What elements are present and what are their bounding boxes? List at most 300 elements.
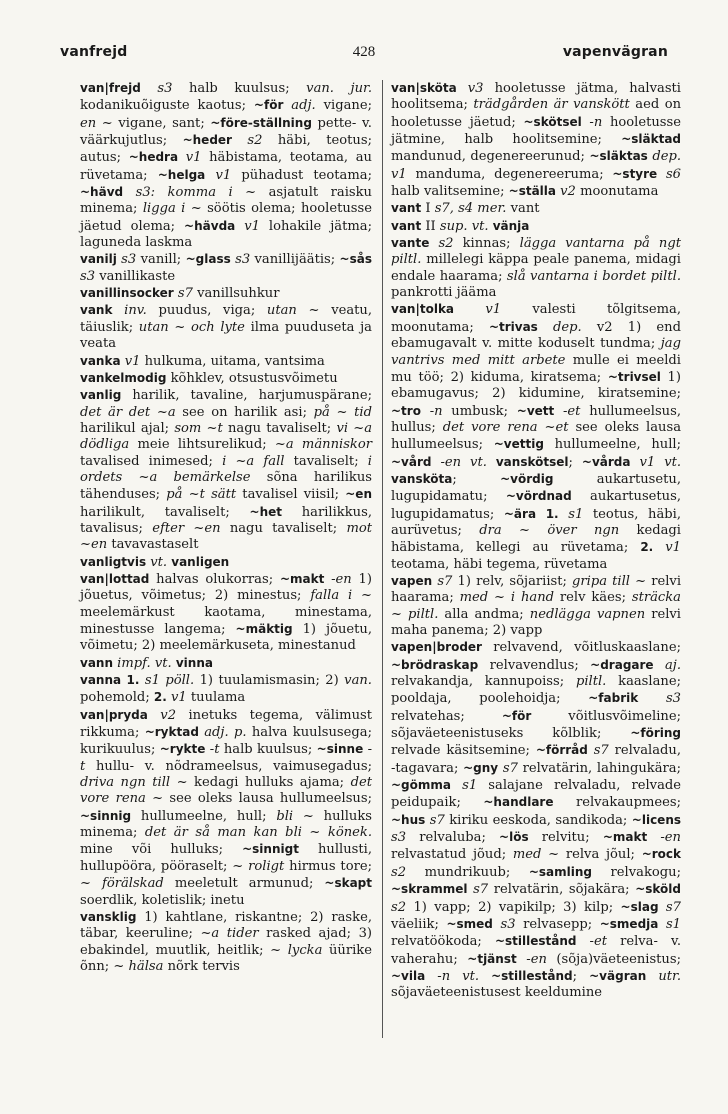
headword: ~hävda [184,218,236,233]
grammar-note: v2 [556,184,581,200]
definition-text: vanillijäätis; [254,252,340,268]
definition-text: relvakandja, kannupoiss; [391,674,576,690]
grammar-note: s1 [451,778,489,794]
headword: ~skapt [324,876,372,891]
grammar-note: s2 [391,864,425,880]
grammar-note: v1 [653,540,682,556]
headword: ~vettig [493,437,544,452]
headword: vanligen [171,554,230,569]
definition-text: ; [572,968,590,984]
grammar-note: ~ lycka [270,942,323,958]
headword: ~sinnig [80,808,132,823]
headword: ~mäktig [235,622,293,636]
definition-text: ; [452,471,501,487]
grammar-note: s3 [140,81,189,96]
grammar-note: sup. vt. [439,218,493,234]
definition-text: harilikkus, tavalisus; [80,504,372,536]
dictionary-entry [80,672,372,707]
definition-text: 1) kahtlane, riskantne; 2) raske, täbar, keeruline; [80,909,372,942]
definition-text: relvatärin, lahingukära; [522,760,681,776]
definition-text: tuulama [190,690,246,706]
grammar-note: utan ~ [266,303,320,319]
definition-text: inetuks tegema, välimust rikkuma; [80,707,372,741]
grammar-note: som ~t [174,420,223,436]
headword: ~tro [391,403,421,418]
definition-text: kedagi hulluks ajama; [187,775,351,791]
definition-text: hooletusse jätma, halvasti hoolitsema; [391,81,681,113]
definition-text: ; [568,454,582,470]
grammar-note: jag vantrivs med mitt arbete [391,336,681,368]
headword: ~samling [528,864,593,879]
definition-text: aukartusetu, lugupidamatu; [391,471,681,505]
headword: ~lös [499,830,529,845]
definition-text: pette- v. väärkujutlus; [80,115,372,149]
dictionary-entry [80,302,372,352]
definition-text: kiriku eeskoda, sandikoda; [449,812,632,828]
definition-text: söötis olema; hooletusse jäetud olema; [80,201,372,234]
definition-text: relvitu; [528,830,603,846]
definition-text: hooletusse jätmine, halb hoolitsemine; [391,114,681,148]
definition-text: 1) jõuetu, võimetu; 2) meelemärkuseta, minestanud [80,622,373,654]
grammar-note: ~ roligt [232,858,285,874]
grammar-note: -t [80,742,373,774]
definition-text: halb valitsemine; [391,184,509,200]
definition-text: mundrikuub; [424,864,529,880]
definition-text: v2 1) end ebamugavalt v. mitte koduselt tundma; [391,319,681,352]
grammar-note: s2 [391,899,414,915]
dictionary-entry [80,80,372,251]
grammar-note: med ~ i hand [459,590,555,606]
dictionary-entry [391,301,681,573]
definition-text: vigane; [315,98,372,114]
headword: ~brödraskap [391,657,479,672]
dictionary-entry [391,200,681,217]
headword: van|lottad [80,571,150,586]
headword: ~helga [157,167,206,182]
grammar-note: v1 [166,690,191,706]
definition-text: kedagi häbistama, kellegi au rüvetama; [391,522,681,556]
grammar-note: ~ förälskad [80,876,164,892]
headword: ~fabrik [588,691,639,706]
grammar-note: v1 [120,353,145,369]
headword: ~vördig [500,471,554,486]
definition-text: halva kuulsusega; kurikuulus; [80,725,372,758]
headword: ~en [345,487,372,502]
right-column [391,80,681,1002]
definition-text: puudus, viga; [158,303,267,319]
grammar-note: -en [647,830,681,846]
grammar-note: efter ~en [152,520,221,536]
headword: ~förråd [535,743,588,758]
grammar-note: s7 [498,760,523,776]
definition-text: tavalised inimesed; [80,453,223,469]
definition-text: hirmus tore; [284,858,372,874]
headword: ~hus [391,812,426,827]
definition-text: manduma, degenereeruma; [415,166,613,182]
dictionary-entry [80,285,372,302]
headword: ~smed [446,916,493,931]
grammar-note: bli ~ [276,808,314,824]
headword: van|frejd [80,81,141,95]
definition-text: harilikul ajal; [80,420,175,436]
grammar-note: s3 [80,268,100,284]
headword: ~hävd [80,185,124,200]
grammar-note: s3 [230,252,255,268]
grammar-note: en ~ [80,115,113,131]
definition-text: halvas olukorras; [149,571,280,587]
grammar-note: aj. [653,657,681,673]
definition-text: relvaluba; [419,830,500,846]
grammar-note: på ~t sätt [166,487,237,503]
headword: ~vägran [589,968,647,983]
grammar-note: -et [576,934,621,950]
definition-text: kodanikuõiguste kaotus; [80,98,254,114]
definition-text: I [421,201,435,217]
headword: ~rykte [159,742,206,757]
grammar-note: s7 [467,882,494,898]
definition-text: mandunud, degenereerunud; [391,149,590,165]
headword: ~stillestånd [494,934,577,949]
headword: vänja [492,218,530,233]
definition-text: relvi maha panema; 2) vapp [391,606,681,638]
definition-text: väeliik; [391,916,447,932]
definition-text: relva- v. vaherahu; [391,934,681,967]
headword: van|tolka [391,302,455,317]
headword: ~vett [516,403,555,418]
dictionary-entry [80,387,372,553]
dictionary-entry [391,80,681,200]
headword: ~handlare [483,795,554,810]
definition-text: relvaladu, -tagavara; [391,743,681,776]
definition-text: rasked ajad; 3) ebakindel, muutlik, heitlik; [80,926,373,958]
headword: ~heder [182,133,232,148]
definition-text: relva jõul; [559,847,642,863]
headword: ~släktas [589,149,648,164]
definition-text: teotama, häbi tegema, rüvetama [391,556,608,572]
definition-text: võitlusvõimeline; sõjaväeteenistuseks kõlblik; [391,708,681,742]
definition-text: sõjaväeteenistusest keeldumine [391,985,603,1001]
definition-text: tavaliselt; [284,453,368,469]
grammar-note: s7 [587,743,615,759]
definition-text: harilikult, tavaliselt; [80,504,250,520]
definition-text: meelemärkust kaotama, minestama, minestusse langema; [80,604,372,637]
grammar-note: s1 [658,916,682,932]
definition-text: üürike õnn; [80,942,372,974]
grammar-note: s3 [492,916,524,932]
definition-text: relvavendlus; [478,657,591,673]
definition-text: see on harilik asi; [175,404,314,420]
headword: 2. [640,540,654,555]
definition-text: lohakile jätma; laguneda laskma [80,218,372,251]
definition-text: vant [510,201,540,217]
headword: vanka [80,353,121,368]
definition-text: (sõja)väeteenistus; [556,951,681,967]
headword: vapen [391,573,433,588]
definition-text: 1) vapp; 2) vapikilp; 3) kilp; [413,899,621,915]
headword: ~vördnad [505,489,572,504]
headword: ~hedra [128,150,179,165]
headword: vapen|broder [391,640,482,655]
grammar-note: adj. p. [198,725,252,741]
headword: ~ära 1. [503,506,559,521]
dictionary-entry [80,571,372,655]
headword: vinna [175,655,213,670]
grammar-note: v1 [178,150,210,166]
grammar-note: s6 [657,166,681,182]
headword: ~glass [185,252,231,267]
headword: vansköta [391,471,453,486]
headword: ~licens [631,812,681,827]
dictionary-entry [80,655,372,672]
headword: ~makt [602,830,648,845]
definition-text: vigane, sant; [112,115,211,131]
headword: vanskötsel [495,454,569,469]
definition-text: häbi, teotus; autus; [80,133,372,166]
definition-text: 1) relv, sõjariist; [457,573,573,589]
definition-text: relvakogu; [592,864,681,880]
definition-text: relvade käsitsemine; [391,743,536,759]
headword: ~sköld [635,882,681,897]
definition-text: hulkuma, uitama, vantsima [144,353,325,369]
definition-text: hullumeelne, hull; [131,808,277,824]
definition-text: nagu tavaliselt; [222,420,337,436]
definition-text: 1) ebamugavus; 2) kidumine, kiratsemine; [391,369,681,402]
grammar-note: s3 [116,252,141,268]
definition-text: nõrk tervis [163,958,240,974]
headword: ~styre [612,166,658,181]
definition-text: mulle ei meeldi mu töö; 2) kiduma, kiratsema; [391,352,681,385]
grammar-note: vt. [146,554,172,570]
grammar-note: mot ~en [80,520,372,553]
definition-text: 1) jõuetus, võimetus; 2) minestus; [80,571,372,604]
definition-text: relvatärin, sõjakära; [493,882,636,898]
grammar-note: i ~a fall [222,453,285,469]
grammar-note: det är så man kan bli ~ könek. [144,825,372,841]
definition-text: tavalisel viisil; [236,487,346,503]
headword: ~ryktad [144,725,199,740]
grammar-note: ~a människor [274,437,373,453]
definition-text: pühadust teotama; [241,167,373,183]
grammar-note: impf. vt. [113,655,176,671]
grammar-note: v1 [235,218,269,234]
grammar-note: dep. v1 [391,149,681,182]
definition-text: vanillikaste [99,268,176,284]
headword: ~slag [620,899,659,914]
definition-text: aukartusetus, lugupidamatus; [391,489,681,522]
grammar-note: -n [420,403,452,419]
definition-text: salajane relvaladu, relvade peidupaik; [391,778,682,811]
grammar-note: piltl. [575,674,607,690]
headword: ~skötsel [523,114,582,129]
headword: vanillinsocker [80,286,174,301]
grammar-note: adj. [283,98,316,114]
grammar-note: -n vt. [425,968,492,984]
grammar-note: -en [324,571,359,587]
headword: 2. [153,690,167,705]
definition-text: soerdlik, koletislik; inetu [80,892,245,908]
definition-text: relvakaupmees; [553,795,681,811]
grammar-note: driva ngn till ~ [80,775,188,791]
headword: ~skrammel [391,882,468,897]
definition-text: kõhklev, otsustusvõimetu [166,370,338,386]
headword: van|pryda [80,707,148,722]
dictionary-entry [80,251,372,285]
headword: ~för [501,708,532,723]
running-head-right: vapenvägran [562,44,668,60]
definition-text: tavavastaselt [107,537,199,553]
headword: ~föring [630,726,681,741]
grammar-note: det är det ~a [80,404,176,420]
definition-text: relvi haarama; [391,573,682,606]
grammar-note: s2 [231,133,278,149]
definition-text: harilik, tavaline, harjumuspärane; [121,388,372,404]
definition-text: millelegi käppa peale panema, midagi endale haarama; [391,252,681,284]
headword: ~smedja [599,916,659,931]
grammar-note: v1 [205,167,242,183]
grammar-note: ligga i ~ [142,201,202,217]
headword: ~sinnigt [242,842,299,857]
definition-text: moonutama [580,184,659,200]
grammar-note: det vore rena ~ [80,775,372,807]
definition-text: relvatöökoda; [391,934,495,950]
definition-text: pankrotti jääma [391,285,497,301]
definition-text: mine või hulluks; [80,842,243,858]
grammar-note: ~a tider [200,926,259,942]
definition-text: hullumeelsus, hullus; [391,403,681,435]
definition-text: kaaslane; pooldaja, poolehoidja; [391,674,681,707]
definition-text: nagu tavaliselt; [220,520,347,536]
headword: ~dragare [590,657,654,672]
grammar-note: s1 [558,506,593,522]
headword: vankelmodig [80,370,167,385]
grammar-note: s3 [638,691,682,707]
grammar-note: v1 [454,302,533,318]
definition-text: relvasepp; [523,916,600,932]
grammar-note: nedlägga vapnen [529,606,646,622]
grammar-note: på ~ tid [313,404,372,420]
grammar-note: s7 [658,899,681,915]
definition-text: hullusti, hullupööra, pööraselt; [80,842,372,874]
headword: vanlig [80,388,122,403]
grammar-note: s7 [425,812,450,828]
grammar-note: inv. [112,303,159,319]
headword: vanilj [80,252,117,267]
grammar-note: sträcka ~ piltl. [391,590,681,622]
definition-text: kinnas; [462,236,520,252]
left-column [80,80,372,975]
headword: vant [391,218,422,233]
definition-text: relv käes; [554,590,632,606]
column-divider [382,80,383,1038]
grammar-note: dra ~ över ngn [479,522,620,538]
headword: ~het [249,504,282,519]
definition-text: see oleks lausa hullumeelsus; [391,419,681,453]
grammar-note: -n [581,114,610,130]
definition-text: hulluks minema; [80,808,372,841]
running-head-left: vanfrejd [60,44,128,60]
definition-text: meie lihtsurelikud; [129,437,275,453]
page-header [60,44,668,66]
dictionary-entry [80,707,372,909]
headword: ~trivsel [607,369,661,384]
definition-text: valesti tõlgitsema, moonutama; [391,302,681,335]
definition-text: 1) tuulamismasin; 2) [199,673,345,689]
headword: ~rock [641,847,681,862]
definition-text: häbistama, teotama, au rüvetama; [80,150,372,183]
definition-text: hullu- v. nõdrameelsus, vaimusegadus; [95,758,372,774]
headword: ~makt [279,571,325,586]
headword: ~för [253,98,284,113]
grammar-note: utr. [646,968,681,984]
grammar-note: van. jur. [306,81,372,96]
definition-text: vanillsuhkur [197,286,280,302]
grammar-note: -en vt. [431,454,496,470]
grammar-note: s7 [173,286,198,302]
headword: vank [80,303,113,318]
headword: vanna 1. [80,673,140,688]
headword: ~gömma [391,778,451,793]
headword: ~ställa [508,184,556,199]
grammar-note: s3 [391,830,420,846]
definition-text: relvastatud jõud; [391,847,513,863]
grammar-note: s1 pöll. [139,673,200,689]
definition-text: vanill; [140,252,186,268]
page-number: 428 [352,44,376,60]
definition-text: pohemold; [80,690,154,706]
grammar-note: falla i ~ [310,588,372,604]
headword: ~vårda [581,454,631,469]
headword: vant [391,201,422,216]
headword: van|sköta [391,81,457,95]
dictionary-entry [391,235,681,301]
definition-text: relvatehas; [391,708,502,724]
grammar-note: v1 vt. [630,454,682,470]
dictionary-entry [391,218,681,235]
grammar-note: lägga vantarna på ngt piltl. [391,236,681,268]
grammar-note: s7, s4 mer. [434,201,511,217]
grammar-note: -t [205,742,224,758]
grammar-note: slå vantarna i bordet piltl. [506,268,681,284]
grammar-note: v3 [456,81,495,96]
grammar-note: ~ hälsa [113,958,164,974]
grammar-note: -en [516,951,557,967]
definition-text: alla andma; [438,606,530,622]
grammar-note: med ~ [512,847,560,863]
headword: ~sinne [316,742,364,757]
definition-text: veatu, täiuslik; [80,303,373,335]
headword: vansklig [80,909,137,924]
headword: vante [391,236,430,251]
grammar-note: det vore rena ~et [442,419,569,435]
headword: ~gny [463,760,499,775]
headword: vann [80,655,114,670]
grammar-note: s2 [429,236,463,252]
definition-text: ilma puuduseta ja veata [80,319,372,352]
grammar-note: utan ~ och lyte [138,319,245,335]
definition-text: aed on hooletusse jäetud; [391,97,682,130]
definition-text: II [421,218,440,234]
grammar-note: s7 [432,573,458,589]
grammar-note: i ordets ~a bemärkelse [80,453,372,485]
dictionary-entry [80,370,372,387]
dictionary-entry [391,639,681,1001]
headword: ~tjänst [467,951,517,966]
definition-text: relvavend, võitluskaaslane; [481,640,681,656]
headword: ~stillestånd [491,968,573,983]
headword: ~vård [391,454,432,469]
grammar-note: dep. [537,319,597,335]
headword: vanligtvis [80,554,147,569]
